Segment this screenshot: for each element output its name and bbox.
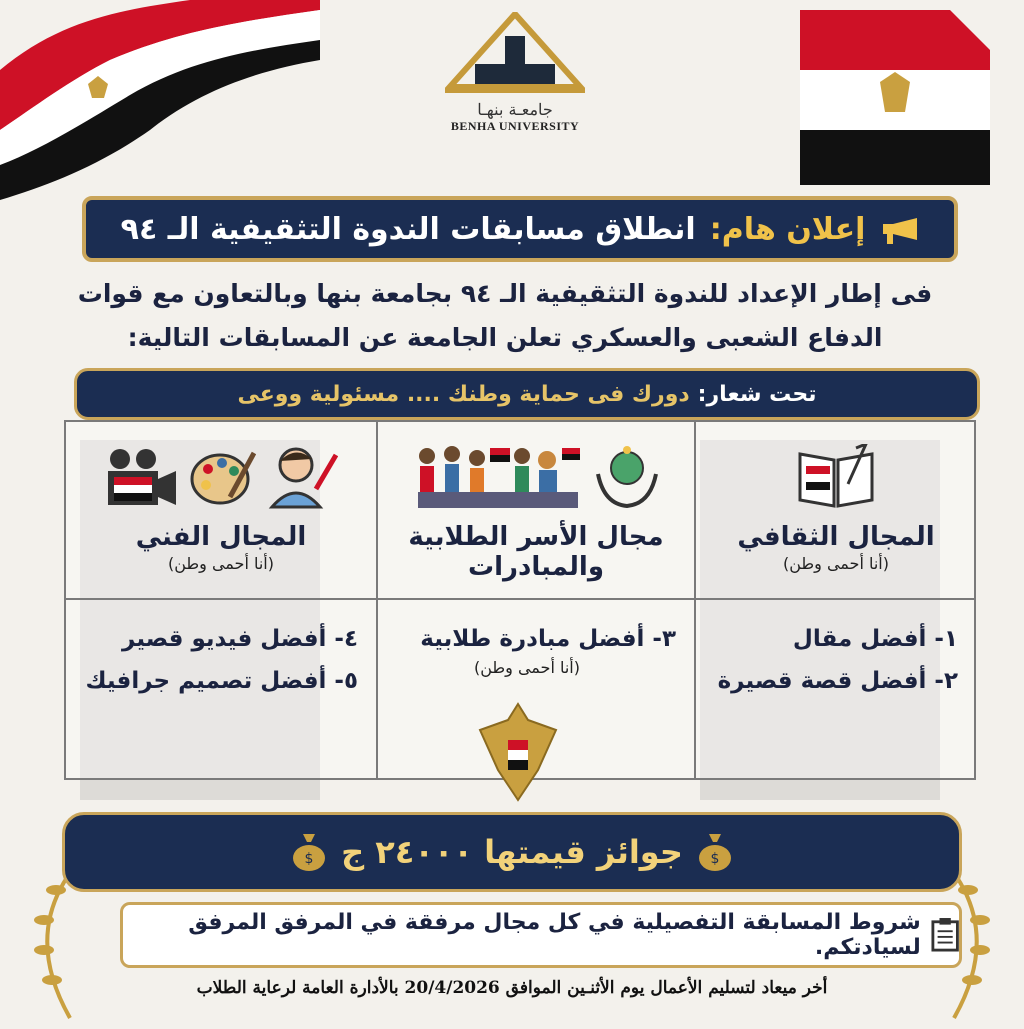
egypt-flag-left — [0, 0, 320, 200]
svg-text:$: $ — [304, 851, 314, 867]
university-logo — [440, 12, 590, 162]
field-name-line-2: والمبادرات — [468, 552, 604, 582]
book-flag-icon — [796, 444, 876, 510]
intro-line-1: فى إطار الإعداد للندوة التثقيفية الـ ٩٤ بجامعة بنها وبالتعاون مع قوات — [77, 279, 933, 308]
competition-item: ٤- أفضل فيديو قصير — [122, 626, 358, 652]
field-name: المجال الثقافي — [737, 522, 935, 552]
prizes-bar — [62, 812, 962, 892]
money-bag-icon — [697, 832, 733, 872]
field-name: المجال الفني — [135, 522, 307, 552]
logo-name-en: BENHA UNIVERSITY — [450, 119, 580, 133]
announcement-banner — [82, 196, 958, 262]
eagle-emblem-icon — [478, 700, 558, 810]
artist-icon — [268, 445, 338, 509]
field-subtitle: (أنا أحمى وطن) — [168, 554, 274, 573]
clipboard-icon — [931, 917, 959, 953]
field-name-line-1: مجال الأسر الطلابية — [408, 522, 664, 552]
terms-box — [120, 902, 962, 968]
hands-globe-icon — [594, 444, 660, 510]
competition-item-subtitle: (أنا أحمى وطن) — [474, 658, 580, 677]
competition-item: ٣- أفضل مبادرة طلابية — [420, 626, 676, 652]
svg-text:$: $ — [710, 851, 720, 867]
slogan-bar — [74, 368, 980, 420]
intro-text — [40, 272, 970, 360]
intro-line-2: الدفاع الشعبى والعسكري تعلن الجامعة عن المسابقات التالية: — [127, 323, 883, 352]
money-bag-icon — [291, 832, 327, 872]
slogan-text: دورك فى حماية وطنك .... مسئولية ووعى — [237, 381, 690, 407]
video-camera-icon — [104, 447, 178, 507]
university-logo-icon — [445, 12, 585, 94]
students-group-icon — [412, 442, 582, 512]
prizes-text: جوائز قيمتها ٢٤٠٠٠ ج — [341, 833, 683, 871]
megaphone-icon — [879, 212, 919, 246]
field-arts — [66, 422, 376, 778]
palette-icon — [190, 447, 256, 507]
field-subtitle: (أنا أحمى وطن) — [783, 554, 889, 573]
terms-text: شروط المسابقة التفصيلية في كل مجال مرفقة في المرفق المرفق لسيادتكم. — [188, 910, 921, 960]
competition-item: ٥- أفضل تصميم جرافيك — [85, 668, 358, 694]
field-cultural — [696, 422, 976, 778]
logo-name-ar: جامعـة بنهـا — [477, 100, 553, 119]
banner-title: انطلاق مسابقات الندوة التثقيفية الـ ٩٤ — [120, 211, 696, 247]
competition-item: ٢- أفضل قصة قصيرة — [717, 668, 958, 694]
competition-item: ١- أفضل مقال — [792, 626, 958, 652]
egypt-flag-right — [800, 10, 990, 185]
banner-label: إعلان هام: — [709, 211, 866, 247]
deadline-text: أخر ميعاد لتسليم الأعمال يوم الأثنـين الموافق 20/4/2026 بالأدارة العامة لرعاية الطلاب — [196, 978, 828, 998]
slogan-prefix: تحت شعار: — [697, 381, 817, 407]
